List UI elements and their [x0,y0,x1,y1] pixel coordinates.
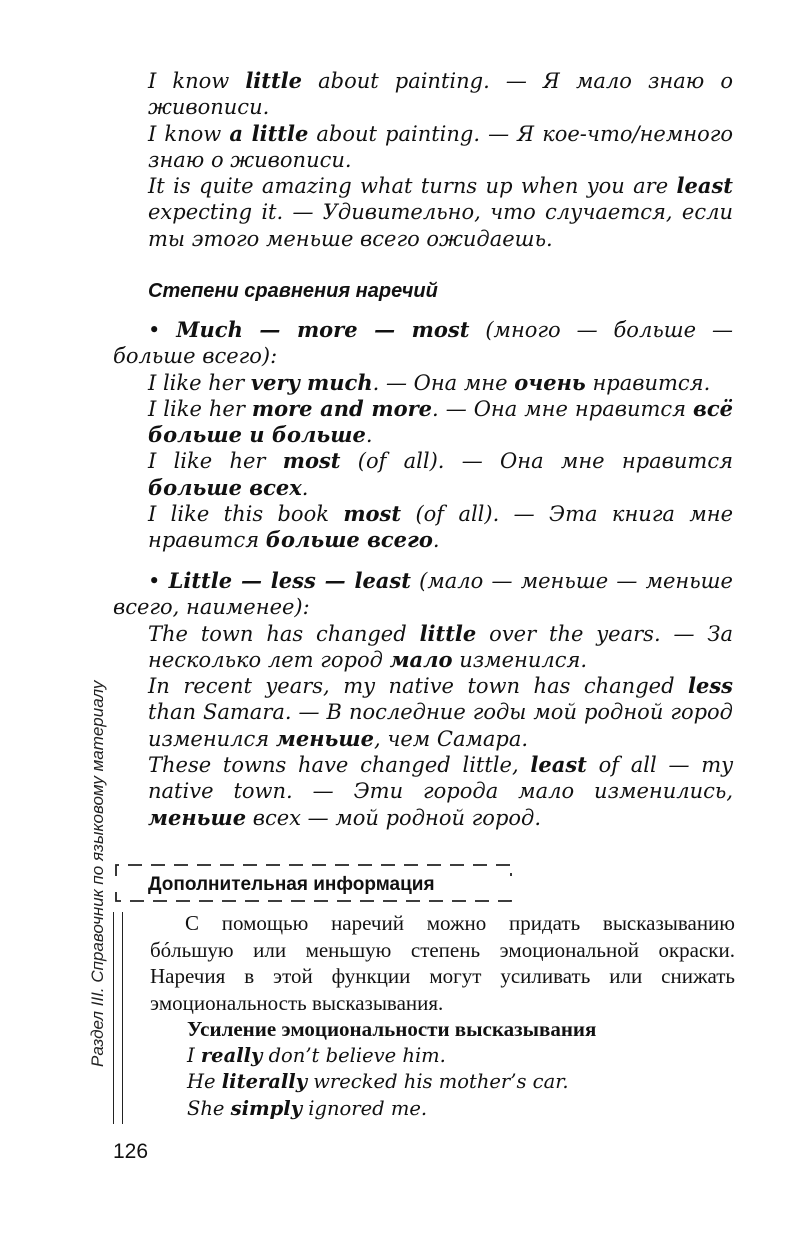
example-line: I really don’t believe him. [187,1043,446,1067]
example-line: It is quite amazing what turns up when you are least expecting it. — Удивительно, что случается, если ты этого меньше всего ожидаешь. [148,173,733,251]
info-box-rule [113,912,123,1124]
info-subheading: Усиление эмоциональности высказывания [187,1017,597,1041]
little-block [113,568,733,831]
example-line: I know a little about painting. — Я кое-что/немного знаю о живописи. [148,120,734,172]
example-line: He literally wrecked his mother’s car. [187,1070,569,1093]
section-heading: Степени сравнения наречий [148,280,438,302]
little-forms-line: • Little — less — least (мало — меньше — меньше всего, наименее): [113,568,733,620]
example-line: I like this book most (of all). — Эта книга мне нравится больше всего. [148,501,733,553]
example-line: I like her most (of all). — Она мне нравится больше всех. [148,448,733,500]
much-forms-line: • Much — more — most (много — больше — больше всего): [113,317,733,369]
example-line: She simply ignored me. [187,1096,428,1120]
info-box-header [115,864,512,902]
info-paragraph: С помощью наречий можно придать высказыванию бóльшую или меньшую степень эмоциональной окраски. Наречия в этой функции могут усиливать или снижать эмоциональность высказывания. [150,911,735,1015]
info-box-title: Дополнительная информация [148,874,435,895]
example-line: I know little about painting. — Я мало знаю о живописи. [148,68,733,120]
example-line: I like her more and more. — Она мне нравится всё больше и больше. [148,395,733,448]
page-number: 126 [113,1140,149,1163]
info-box-body [150,910,735,1122]
example-line: I like her very much. — Она мне очень нравится. [148,369,711,395]
much-block [113,317,733,554]
side-caption: Раздел III. Справочник по языковому материалу [88,680,107,1067]
example-line: These towns have changed little, least of all — my native town. — Эти города мало изменились, меньше всех — мой родной город. [148,752,733,830]
example-line: The town has changed little over the years. — За несколько лет город мало изменился. [148,620,733,672]
top-examples [113,68,733,252]
example-line: In recent years, my native town has changed less than Samara. — В последние годы мой родной город изменился меньше, чем Самара. [148,673,733,751]
